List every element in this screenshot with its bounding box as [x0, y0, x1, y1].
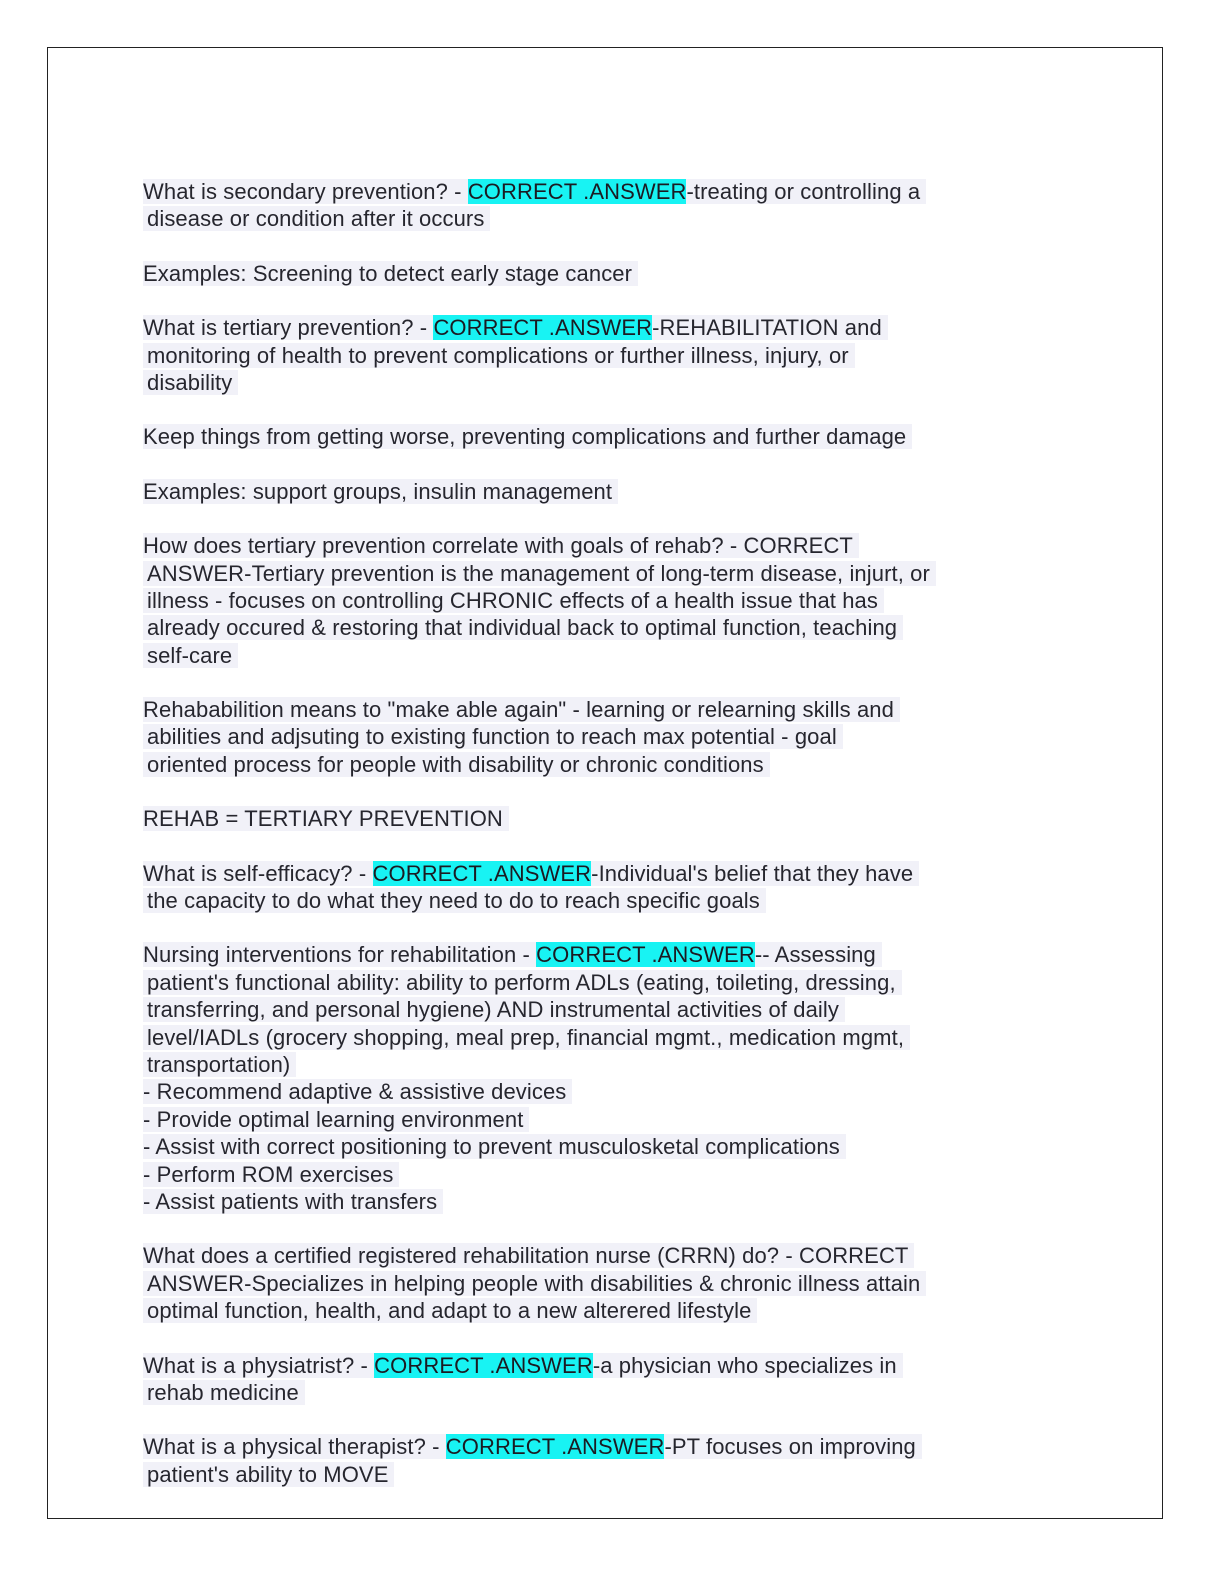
paragraph-block [143, 478, 1083, 505]
text-run: the capacity to do what they need to do to reach specific goals [147, 888, 760, 914]
text-line [143, 260, 1083, 287]
text-run: -a physician who specializes in [592, 1352, 897, 1378]
text-line [143, 1379, 1083, 1406]
text-line [143, 751, 1083, 778]
text-line [143, 1270, 1083, 1297]
paragraph-block [143, 696, 1083, 778]
text-run: level/IADLs (grocery shopping, meal prep, financial mgmt., medication mgmt, [147, 1024, 905, 1050]
line-text [143, 643, 238, 668]
line-text [143, 179, 926, 204]
text-line [143, 1133, 1083, 1160]
text-line [143, 1433, 1083, 1460]
answer-highlight: CORRECT .ANSWER [374, 1352, 593, 1378]
text-line [143, 369, 1083, 396]
answer-highlight: CORRECT .ANSWER [467, 179, 687, 204]
text-line [143, 887, 1083, 914]
text-line [143, 1461, 1083, 1488]
text-line [143, 614, 1083, 641]
text-line [143, 860, 1083, 887]
text-run: Rehababilition means to "make able again" - learning or relearning skills and [143, 697, 894, 723]
paragraph-block [143, 941, 1083, 1215]
paragraph-block [143, 532, 1083, 669]
text-run: disability [147, 369, 233, 395]
text-run: Examples: support groups, insulin management [143, 478, 613, 504]
document-body [143, 178, 1083, 1515]
line-text [143, 588, 884, 613]
text-run: already occured & restoring that individual back to optimal function, teaching [147, 615, 898, 641]
line-text [143, 1298, 757, 1323]
text-line [143, 969, 1083, 996]
text-run: disease or condition after it occurs [147, 206, 485, 232]
line-text [143, 615, 903, 640]
line-text [143, 1380, 305, 1405]
text-line [143, 1188, 1083, 1215]
text-run: What does a certified registered rehabilitation nurse (CRRN) do? - CORRECT [143, 1243, 909, 1269]
text-run: -treating or controlling a [686, 179, 921, 204]
text-line [143, 805, 1083, 832]
line-text [143, 1134, 846, 1159]
text-run: Keep things from getting worse, preventing complications and further damage [143, 424, 907, 450]
line-text [143, 888, 766, 913]
text-run: What is a physical therapist? - [143, 1434, 446, 1460]
line-text [143, 261, 638, 286]
line-text [143, 806, 509, 831]
text-run: - Recommend adaptive & assistive devices [143, 1079, 567, 1105]
text-run: -- Assessing [754, 942, 876, 968]
text-run: transportation) [147, 1051, 291, 1077]
text-line [143, 314, 1083, 341]
text-run: optimal function, health, and adapt to a new alterered lifestyle [147, 1298, 752, 1324]
line-text [143, 1189, 443, 1214]
line-text [143, 206, 490, 231]
line-text [143, 1107, 529, 1132]
paragraph-block [143, 1352, 1083, 1407]
text-run: REHAB = TERTIARY PREVENTION [143, 806, 503, 832]
text-line [143, 1161, 1083, 1188]
text-run: abilities and adjsuting to existing function to reach max potential - goal [147, 724, 837, 750]
text-line [143, 696, 1083, 723]
line-text [143, 561, 936, 586]
text-run: Nursing interventions for rehabilitation - [143, 942, 537, 968]
line-text [143, 997, 845, 1022]
text-run: transferring, and personal hygiene) AND instrumental activities of daily [147, 997, 839, 1023]
text-run: How does tertiary prevention correlate with goals of rehab? - CORRECT [143, 533, 853, 559]
line-text [143, 1243, 914, 1268]
text-run: -PT focuses on improving [664, 1434, 916, 1460]
line-text [143, 533, 859, 558]
text-run: Examples: Screening to detect early stage cancer [143, 260, 633, 286]
line-text [143, 970, 902, 995]
text-run: - Perform ROM exercises [143, 1161, 394, 1187]
paragraph-block [143, 260, 1083, 287]
paragraph-block [143, 314, 1083, 396]
text-line [143, 178, 1083, 205]
paragraph-block [143, 1433, 1083, 1488]
line-text [143, 1462, 394, 1487]
line-text [143, 343, 855, 368]
text-run: rehab medicine [147, 1379, 299, 1405]
text-line [143, 1242, 1083, 1269]
text-line [143, 423, 1083, 450]
paragraph-block [143, 860, 1083, 915]
text-line [143, 1106, 1083, 1133]
text-run: self-care [147, 642, 233, 668]
text-line [143, 478, 1083, 505]
answer-highlight: CORRECT .ANSWER [445, 1434, 665, 1460]
text-run: -REHABILITATION and [652, 315, 882, 341]
text-run: What is a physiatrist? - [143, 1352, 375, 1378]
line-text [143, 1434, 922, 1459]
text-line [143, 1078, 1083, 1105]
line-text [143, 697, 900, 722]
text-line [143, 723, 1083, 750]
line-text [143, 1271, 926, 1296]
paragraph-block [143, 423, 1083, 450]
line-text [143, 1052, 296, 1077]
text-run: - Assist patients with transfers [143, 1188, 438, 1214]
answer-highlight: CORRECT .ANSWER [536, 942, 755, 968]
paragraph-block [143, 1242, 1083, 1324]
line-text [143, 724, 843, 749]
text-line [143, 996, 1083, 1023]
text-run: patient's ability to MOVE [147, 1461, 389, 1487]
paragraph-block [143, 805, 1083, 832]
line-text [143, 424, 912, 449]
text-line [143, 560, 1083, 587]
text-line [143, 1024, 1083, 1051]
text-run: ANSWER-Specializes in helping people with disabilities & chronic illness attain [147, 1270, 921, 1296]
text-run: - Provide optimal learning environment [143, 1106, 524, 1132]
line-text [143, 479, 618, 504]
line-text [143, 1025, 910, 1050]
line-text [143, 861, 919, 886]
text-line [143, 1352, 1083, 1379]
text-line [143, 587, 1083, 614]
text-run: illness - focuses on controlling CHRONIC effects of a health issue that has [147, 587, 878, 613]
text-line [143, 1051, 1083, 1078]
line-text [143, 1162, 399, 1187]
text-run: monitoring of health to prevent complications or further illness, injury, or [147, 342, 849, 368]
text-line [143, 642, 1083, 669]
answer-highlight: CORRECT .ANSWER [433, 315, 653, 341]
line-text [143, 752, 770, 777]
text-run: oriented process for people with disability or chronic conditions [147, 751, 764, 777]
answer-highlight: CORRECT .ANSWER [372, 860, 592, 886]
text-line [143, 1297, 1083, 1324]
line-text [143, 1079, 572, 1104]
line-text [143, 942, 882, 967]
text-run: What is self-efficacy? - [143, 860, 373, 886]
text-line [143, 532, 1083, 559]
text-line [143, 205, 1083, 232]
line-text [143, 315, 888, 340]
text-run: patient's functional ability: ability to perform ADLs (eating, toileting, dressing, [147, 969, 896, 995]
text-run: What is tertiary prevention? - [143, 315, 434, 341]
line-text [143, 1353, 903, 1378]
text-run: ANSWER-Tertiary prevention is the management of long-term disease, injurt, or [147, 560, 930, 586]
text-run: - Assist with correct positioning to prevent musculosketal complications [143, 1134, 840, 1160]
text-line [143, 941, 1083, 968]
text-line [143, 342, 1083, 369]
text-run: What is secondary prevention? - [143, 179, 468, 204]
paragraph-block [143, 178, 1083, 233]
text-run: -Individual's belief that they have [591, 860, 914, 886]
line-text [143, 370, 238, 395]
